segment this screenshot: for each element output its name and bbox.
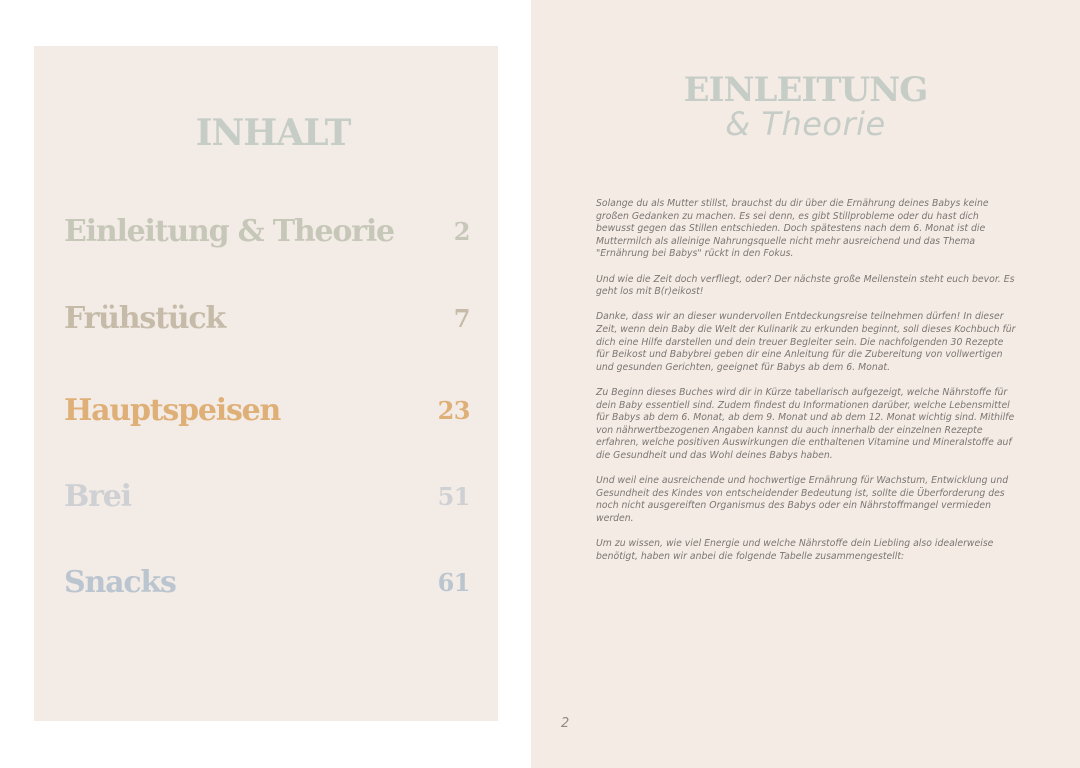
paragraph: Danke, dass wir an dieser wundervollen Entdeckungsreise teilnehmen dürfen! In dieser Zeit, wenn dein Baby die Welt der Kulinarik zu erkunden beginnt, soll dieses Kochbuch für dich eine Hilfe darstellen und dein treuer Begleiter sein. Die nachfolgenden 30 Rezepte für Beikost und Babybrei geben dir eine Anleitung für die Zubereitung von vollwertigen und gesunden Gerichten, geeignet für Babys ab dem 6. Monat. <box>596 311 1016 373</box>
toc-entry-einleitung[interactable] <box>64 214 470 264</box>
paragraph: Solange du als Mutter stillst, brauchst du dir über die Ernährung deines Babys keine großen Gedanken zu machen. Es sei denn, es gibt Stillprobleme oder du hast dich bewusst gegen das Stillen entschieden. Doch spätestens nach dem 6. Monat ist die Muttermilch als alleinige Nahrungsquelle nicht mehr ausreichend und das Thema "Ernährung bei Babys" rückt in den Fokus. <box>596 198 989 260</box>
chapter-subtitle: & Theorie <box>725 105 886 143</box>
toc-entry-page: 7 <box>453 304 470 333</box>
toc-title: INHALT <box>195 112 351 154</box>
left-page <box>0 0 530 768</box>
toc-entry-label: Snacks <box>64 565 176 600</box>
chapter-body <box>596 198 1018 576</box>
toc-entry-fruehstueck[interactable] <box>64 301 470 351</box>
paragraph: Um zu wissen, wie viel Energie und welche Nährstoffe dein Liebling also idealerweise benötigt, haben wir anbei die folgende Tabelle zusammengestellt: <box>596 538 994 562</box>
toc-entry-label: Brei <box>64 479 131 514</box>
toc-entry-snacks[interactable] <box>64 565 470 615</box>
toc-entry-label: Frühstück <box>64 301 226 336</box>
toc-entry-page: 51 <box>437 482 470 511</box>
toc-entry-hauptspeisen[interactable] <box>64 393 470 443</box>
toc-entry-page: 23 <box>437 396 470 425</box>
toc-entry-label: Hauptspeisen <box>64 393 281 428</box>
paragraph: Zu Beginn dieses Buches wird dir in Kürze tabellarisch aufgezeigt, welche Nährstoffe für dein Baby essentiell sind. Zudem findest du Informationen darüber, welche Lebensmittel für Babys ab dem 6. Monat, ab dem 9. Monat und ab dem 12. Monat wichtig sind. Mithilfe von nährwertbezogenen Angaben kannst du auch innerhalb der einzelnen Rezepte erfahren, welche positiven Auswirkungen die enthaltenen Vitamine und Mineralstoffe auf die Gesundheit und das Wohl deines Babys haben. <box>596 386 1015 461</box>
page-number: 2 <box>561 716 570 731</box>
toc-entry-label: Einleitung & Theorie <box>64 214 394 249</box>
paragraph: Und wie die Zeit doch verfliegt, oder? Der nächste große Meilenstein steht euch bevor. Es geht los mit B(r)eikost! <box>596 273 1015 298</box>
chapter-title: EINLEITUNG <box>683 70 928 110</box>
toc-entry-brei[interactable] <box>64 479 470 529</box>
paragraph: Und weil eine ausreichende und hochwertige Ernährung für Wachstum, Entwicklung und Gesundheit des Kindes von entscheidender Bedeutung ist, sollte die Überforderung des noch nicht ausgereiften Organismus des Babys oder ein Nährstoffmangel vermieden werden. <box>596 475 1009 524</box>
right-page <box>531 0 1080 768</box>
toc-entry-page: 61 <box>437 568 470 597</box>
toc-entry-page: 2 <box>453 217 470 246</box>
